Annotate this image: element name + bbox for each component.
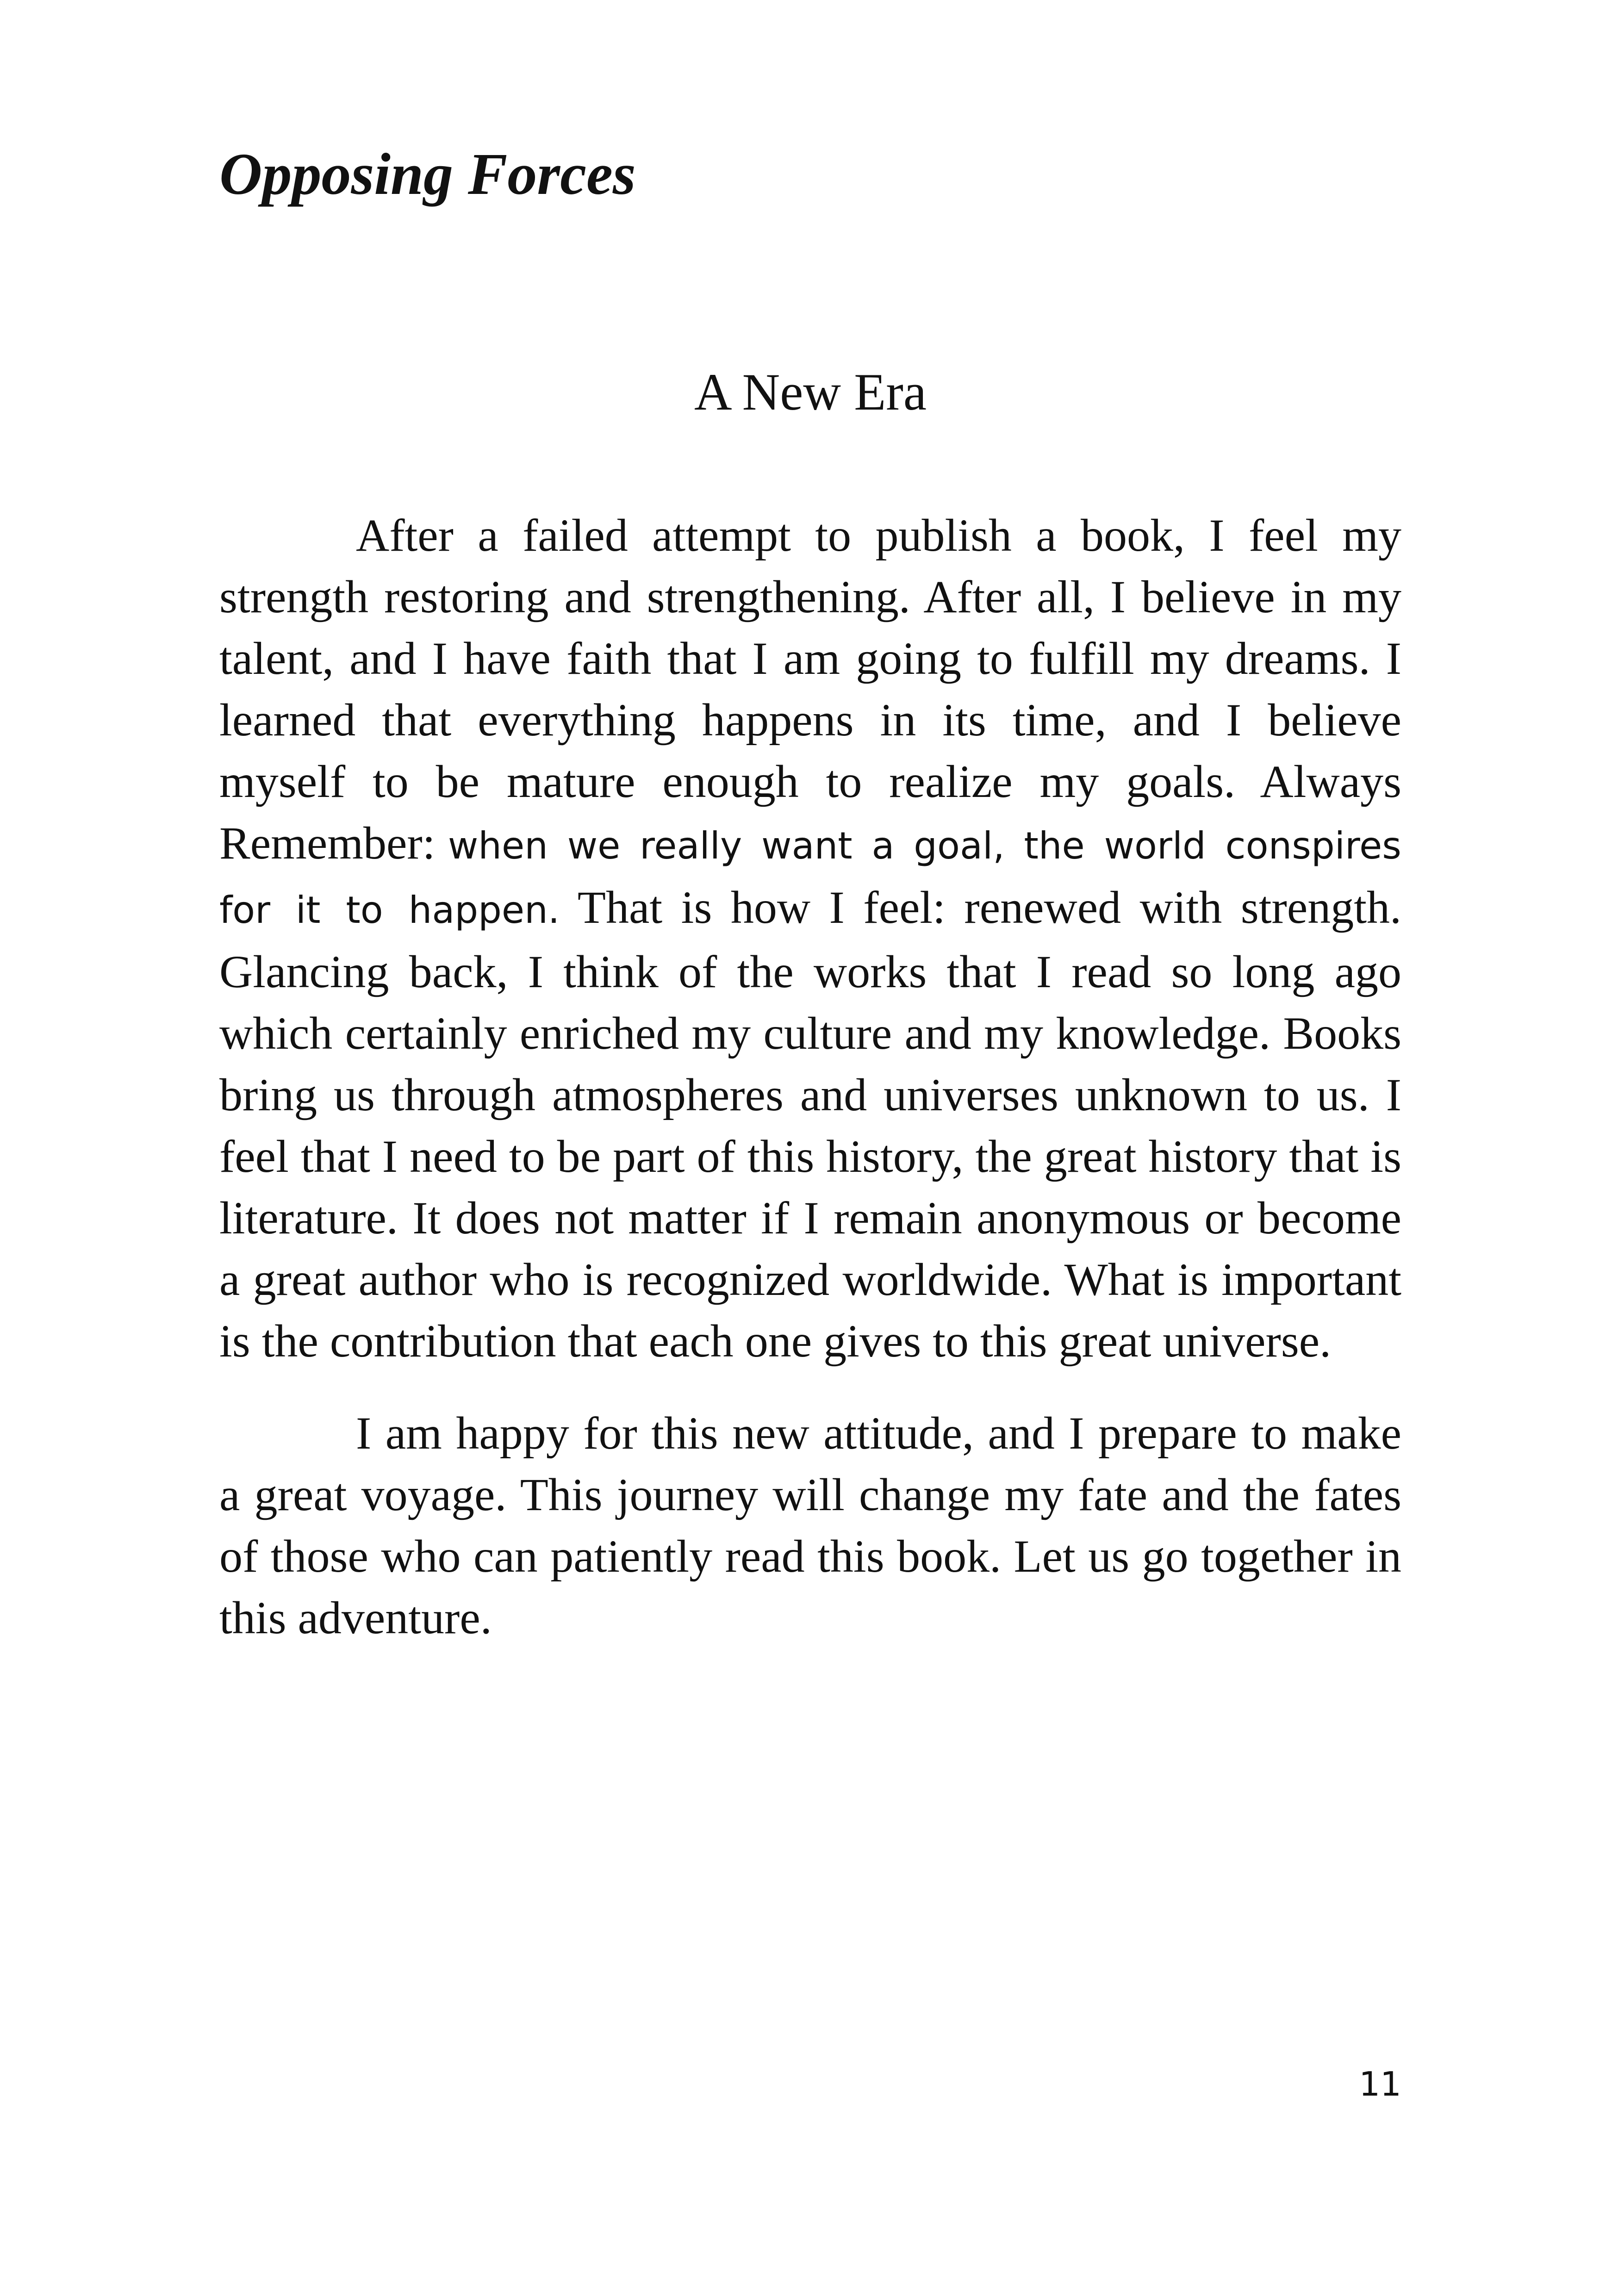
paragraph-2: I am happy for this new attitude, and I prepare to make a great voyage. This journey will change my fate and the fates of those who can patiently read this book. Let us go together in this adventure. — [219, 1407, 1401, 1643]
running-title: Opposing Forces — [219, 141, 636, 207]
body-text — [219, 504, 1401, 1679]
paragraph-1-text-before-quote: After a failed attempt to publish a book, I feel my strength restoring and strengthening. After all, I believe in my talent, and I have faith that I am going to fulfill my dreams. I learned that everything happens in its time, and I believe myself to be mature enough to realize my goals. Always Remember: — [219, 510, 1401, 869]
paragraph-1-text-after-quote: That is how I feel: renewed with strength. Glancing back, I think of the works that I read so long ago which certainly enriched my culture and my knowledge. Books bring us through atmospheres and universes unknown to us. I feel that I need to be part of this history, the great history that is literature. It does not matter if I remain anonymous or become a great author who is recognized worldwide. What is important is the contribution that each one gives to this great universe. — [219, 882, 1401, 1367]
page-number: 11 — [1359, 2065, 1401, 2103]
paragraph-1 — [219, 504, 1401, 1372]
chapter-title: A New Era — [694, 363, 927, 421]
paragraph-1-quote: when we really want a goal, the world conspires for it to happen. — [219, 824, 1401, 932]
